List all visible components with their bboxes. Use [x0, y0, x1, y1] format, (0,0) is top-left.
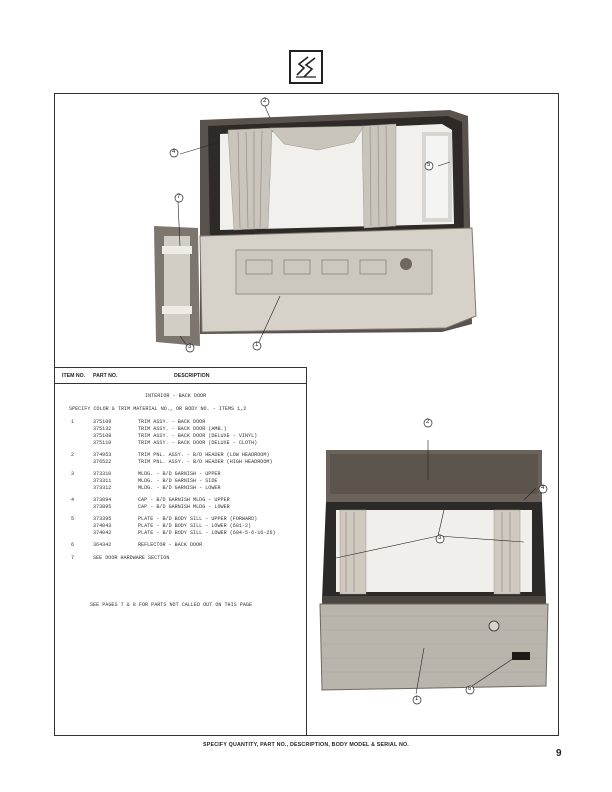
part-number: 373311	[93, 478, 112, 484]
part-number: 373395	[93, 516, 112, 522]
item-number: 2	[71, 452, 75, 458]
part-description: MLDG. - B/D GARNISH - UPPER	[138, 471, 221, 477]
section-title: INTERIOR - BACK DOOR	[145, 393, 207, 399]
header-item-no: ITEM NO.	[62, 373, 86, 379]
part-description: PLATE - B/D BODY SILL - LOWER (604-5-6-16-26)	[138, 530, 276, 536]
cross-reference-note: SEE PAGES 7 & 8 FOR PARTS NOT CALLED OUT ON THIS PAGE	[90, 602, 253, 608]
header-description: DESCRIPTION	[174, 373, 210, 379]
brand-logo	[289, 50, 323, 84]
brand-emblem-icon	[291, 52, 321, 82]
part-number: 376522	[93, 459, 112, 465]
trim-instruction: SPECIFY COLOR & TRIM MATERIAL NO., OR BODY NO. - ITEMS 1,2	[69, 406, 247, 412]
part-number: 375108	[93, 433, 112, 439]
back-door-interior-photo	[150, 96, 490, 358]
callout-6-label: 6	[468, 686, 472, 692]
callout-2-label: 2	[263, 98, 267, 104]
callout-2-label: 2	[426, 419, 430, 425]
page-number: 9	[556, 748, 562, 759]
part-description: TRIM ASSY. - BACK DOOR	[138, 419, 206, 425]
part-description: CAP - B/D GARNISH MLDG - UPPER	[138, 497, 230, 503]
table-right-rule	[306, 367, 307, 736]
item-number: 6	[71, 542, 75, 548]
part-number: 373312	[93, 485, 112, 491]
part-number: 373310	[93, 471, 112, 477]
callout-4-label: 4	[541, 485, 545, 491]
part-description: REFLECTOR - BACK DOOR	[138, 542, 203, 548]
part-number: 375109	[93, 419, 112, 425]
part-description: MLDG. - B/D GARNISH - SIDE	[138, 478, 218, 484]
part-description: TRIM ASSY. - BACK DOOR (DELUXE - CLOTH)	[138, 440, 258, 446]
callout-5-label: 5	[427, 162, 431, 168]
item-number: 3	[71, 471, 75, 477]
part-number: 374953	[93, 452, 112, 458]
item-number: 7	[71, 555, 75, 561]
item-number: 4	[71, 497, 75, 503]
part-description: CAP - B/D GARNISH MLDG - LOWER	[138, 504, 230, 510]
part-description: PLATE - B/D BODY SILL - LOWER (601-2)	[138, 523, 252, 529]
part-description: SEE DOOR HARDWARE SECTION	[93, 555, 170, 561]
callout-1-label: 1	[415, 696, 419, 702]
ordering-instruction-footer: SPECIFY QUANTITY, PART NO., DESCRIPTION, BODY MODEL & SERIAL NO.	[203, 742, 409, 748]
part-description: TRIM ASSY. - BACK DOOR (AMB.)	[138, 426, 227, 432]
part-description: TRIM PNL. ASSY. - B/D HEADER (HIGH HEADROOM)	[138, 459, 273, 465]
item-number: 1	[71, 419, 75, 425]
header-part-no: PART NO.	[93, 373, 118, 379]
callout-3-label: 3	[438, 535, 442, 541]
part-number: 375132	[93, 426, 112, 432]
callout-4-label: 4	[172, 149, 176, 155]
part-description: TRIM PNL. ASSY. - B/D HEADER (LOW HEADROOM)	[138, 452, 270, 458]
back-door-trim-photo	[312, 440, 556, 710]
part-number: 373895	[93, 504, 112, 510]
item-number: 5	[71, 516, 75, 522]
part-description: MLDG. - B/D GARNISH - LOWER	[138, 485, 221, 491]
part-number: 364342	[93, 542, 112, 548]
part-description: TRIM ASSY. - BACK DOOR (DELUXE - VINYL)	[138, 433, 258, 439]
callout-1-label: 1	[255, 342, 259, 348]
part-number: 374043	[93, 523, 112, 529]
part-number: 373894	[93, 497, 112, 503]
table-header	[54, 367, 306, 384]
part-number: 374042	[93, 530, 112, 536]
part-description: PLATE - B/D BODY SILL - UPPER (FORWARD)	[138, 516, 258, 522]
callout-3-label: 3	[188, 344, 192, 350]
callout-7-label: 7	[177, 194, 181, 200]
part-number: 375110	[93, 440, 112, 446]
